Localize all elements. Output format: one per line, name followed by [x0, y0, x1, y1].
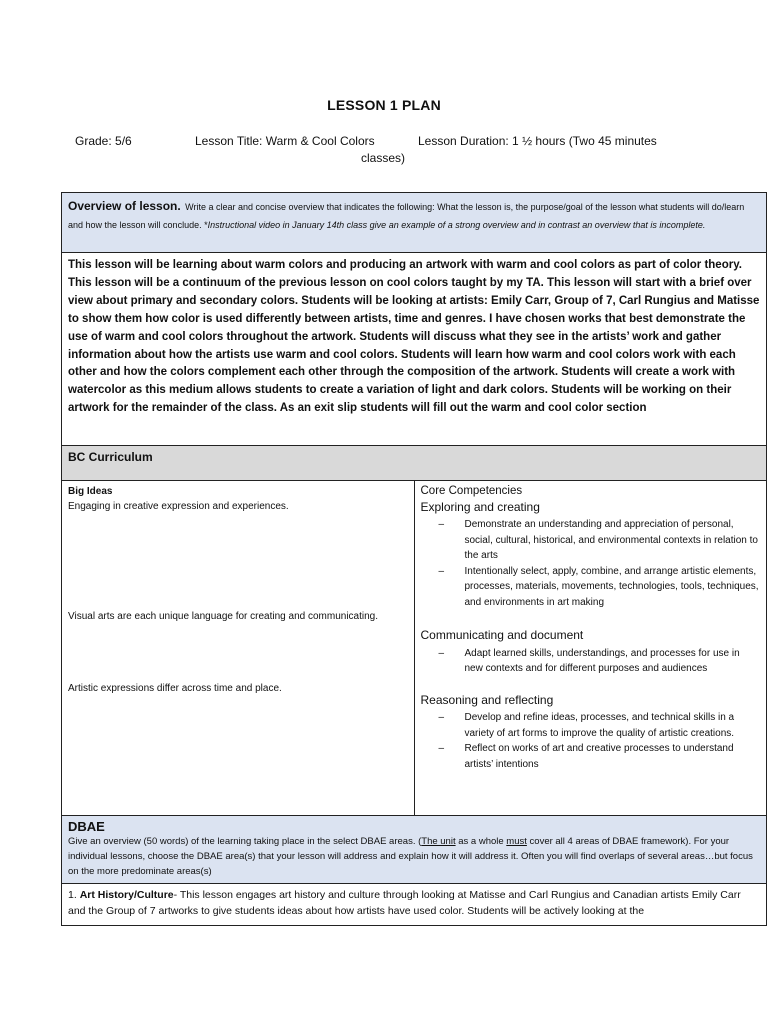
overview-body: This lesson will be learning about warm colors and producing an artwork with warm and cool colors as part of color theory. This lesson will be a continuum of the previous lesson on cool colors taught by my TA. This lesson will start with a brief over view about primary and secondary colors. Students will be looking at artists: Emily Carr, Group of 7, Carl Rungius and Matisse to show them how color is used differently between artists, time and genres. I have chosen works that best demonstrate the use of warm and cool colors throughout the artwork. Students will discuss what they see in the artists’ work and gather information about how the artists use warm and cool colors. Students will learn how warm and cool colors work with each other and how the colors complement each other through the composition of the artwork. Students will create a work with watercolor as this medium allows students to create a variation of light and dark colors. Students will be working on their artwork for the remainder of the class. As an exit slip students will fill out the warm and cool color section [62, 253, 767, 446]
competency-item: – Adapt learned skills, understandings, and processes for use in new contexts and for different purposes and audiences [465, 646, 761, 677]
competency-item: – Reflect on works of art and creative processes to understand artists’ intentions [465, 741, 761, 772]
core-competencies-title: Core Competencies [420, 485, 523, 497]
overview-heading: Overview of lesson. [68, 199, 181, 213]
dbae-item-text: - This lesson engages art history and culture through looking at Matisse and Carl Rungius and Canadian artists Emily Carr and the Group of 7 artworks to give students ideas about how artists have used color. Students will be actively looking at the [68, 889, 741, 917]
dbae-item-number: 1. [68, 889, 80, 901]
dbae-instructions: Give an overview (50 words) of the learning taking place in the select DBAE areas. (The unit as a whole must cover all 4 areas of DBAE framework). For your individual lessons, choose the DBAE area(s) that your lesson will address and explain how it will address it. Often you will find overlaps of several areas…but focus on the more predominate areas(s) [68, 836, 753, 877]
lesson-plan-table [61, 192, 767, 926]
big-ideas-title: Big Ideas [68, 486, 113, 497]
lesson-duration-label: Lesson Duration: 1 ½ hours (Two 45 minutes [418, 134, 657, 148]
core-competencies-cell [414, 481, 767, 816]
lesson-duration-continued: classes) [361, 151, 406, 165]
big-idea-item: Visual arts are each unique language for creating and communicating. [68, 611, 379, 622]
competency-section-title: Exploring and creating [420, 499, 540, 514]
competency-list [421, 646, 761, 677]
page-title: LESSON 1 PLAN [327, 97, 441, 113]
big-idea-item: Artistic expressions differ across time and place. [68, 683, 282, 694]
competency-section-title: Reasoning and reflecting [420, 692, 554, 707]
lesson-title-label: Lesson Title: Warm & Cool Colors [195, 134, 375, 148]
competency-list [421, 517, 761, 610]
big-idea-item: Engaging in creative expression and experiences. [68, 501, 289, 512]
competency-item: – Intentionally select, apply, combine, and arrange artistic elements, processes, materials, movements, technologies, tools, techniques, and environments in art making [465, 564, 761, 611]
dbae-heading: DBAE [68, 819, 105, 834]
overview-header-cell [62, 193, 767, 253]
competency-item: – Develop and refine ideas, processes, and technical skills in a variety of art forms to improve the quality of artistic creations. [465, 710, 761, 741]
overview-instructions-note: Instructional video in January 14th class give an example of a strong overview and in contrast an overview that is incomplete. [207, 220, 706, 230]
overview-instructions: Write a clear and concise overview that indicates the following: What the lesson is, the purpose/goal of the lesson what students will do/learn and how the lesson will conclude. * [68, 202, 745, 230]
dbae-header-cell [62, 816, 767, 884]
competency-item: – Demonstrate an understanding and appreciation of personal, social, cultural, historical, and environmental contexts in relation to the arts [465, 517, 761, 564]
bc-curriculum-heading: BC Curriculum [62, 446, 767, 481]
competency-list [421, 710, 761, 772]
dbae-item-title: Art History/Culture [79, 889, 174, 901]
dbae-art-history-cell [62, 884, 767, 926]
grade-label: Grade: 5/6 [75, 134, 132, 148]
big-ideas-cell [62, 481, 415, 816]
competency-section-title: Communicating and document [420, 628, 584, 642]
